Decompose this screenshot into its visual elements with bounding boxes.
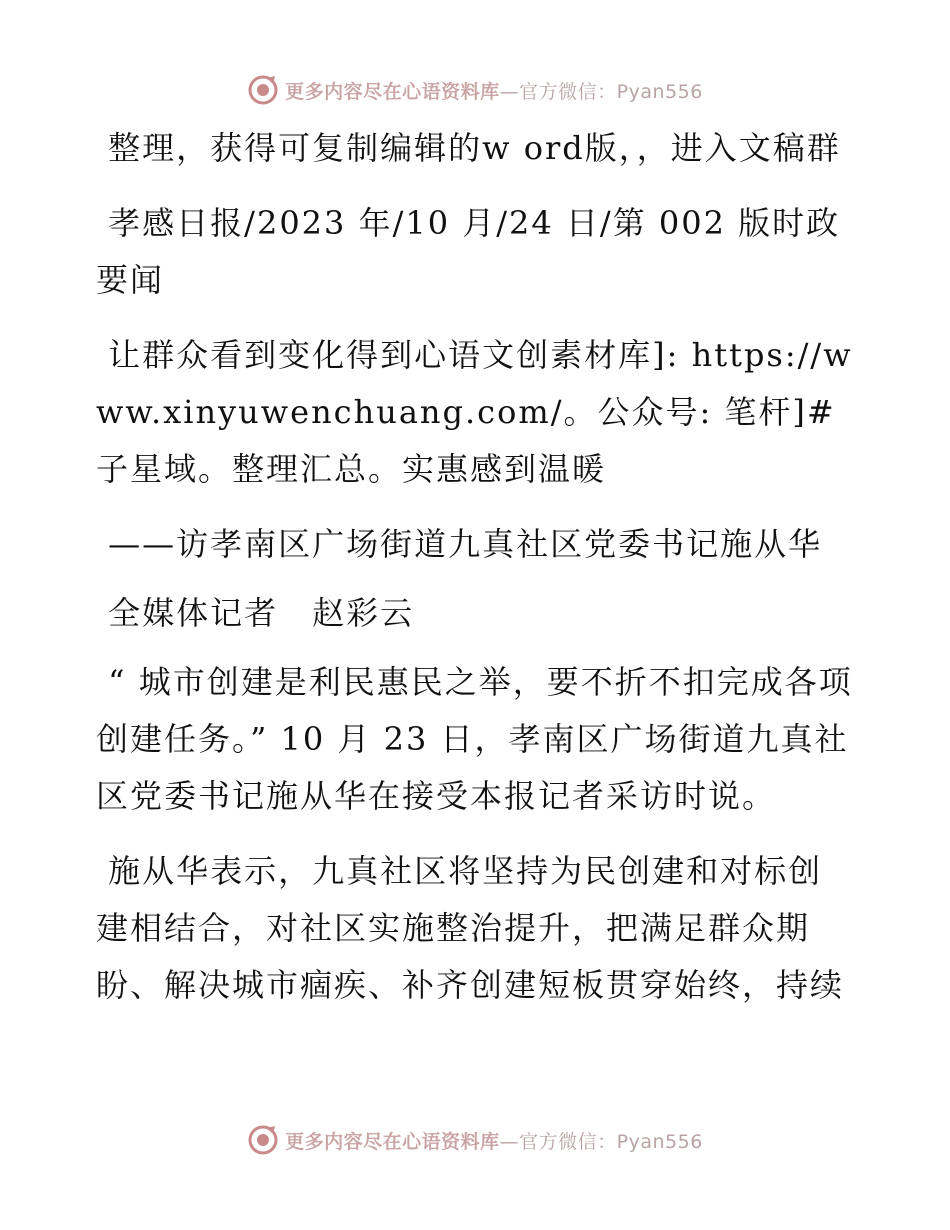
pen-circle-logo-icon — [247, 1124, 279, 1156]
paragraph-source: 孝感日报/2023 年/10 月/24 日/第 002 版时政要闻 — [96, 204, 841, 299]
watermark-tail: —官方微信：Pyan556 — [499, 1130, 703, 1153]
watermark-main: 更多内容尽在心语资料库 — [285, 80, 500, 103]
watermark-text — [285, 77, 703, 104]
paragraph-title: 让群众看到变化得到心语文创素材库]: https://www.xinyuwenchuang.com/。公众号: 笔杆]#子星域。整理汇总。实惠感到温暖 — [96, 336, 853, 488]
watermark-text — [285, 1127, 703, 1154]
paragraph-subtitle: ——访孝南区广场街道九真社区党委书记施从华 — [96, 525, 823, 563]
paragraph-body-1: “ 城市创建是利民惠民之举，要不折不扣完成各项创建任务。” 10 月 23 日，孝南区广场街道九真社区党委书记施从华在接受本报记者采访时说。 — [96, 663, 853, 815]
paragraph-body-2: 施从华表示，九真社区将坚持为民创建和对标创建相结合，对社区实施整治提升，把满足群众期盼、解决城市痼疾、补齐创建短板贯穿始终，持续 — [96, 852, 845, 1004]
document-body — [96, 120, 856, 1032]
paragraph-intro: 整理，获得可复制编辑的w ord版，，进入文稿群 — [96, 129, 841, 167]
paragraph-byline: 全媒体记者 赵彩云 — [96, 594, 415, 632]
pen-circle-logo-icon — [247, 74, 279, 106]
footer-watermark — [0, 1120, 950, 1160]
watermark-main: 更多内容尽在心语资料库 — [285, 1130, 500, 1153]
header-watermark — [0, 70, 950, 110]
watermark-tail: —官方微信：Pyan556 — [499, 80, 703, 103]
